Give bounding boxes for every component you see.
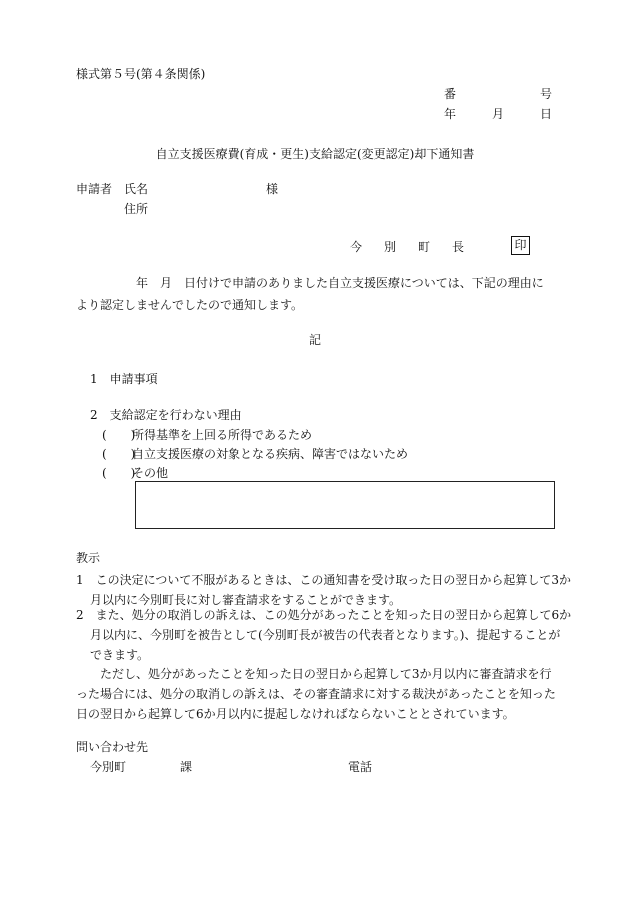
issuer-char: 長 (452, 240, 465, 254)
issuer-char: 今 (350, 240, 363, 254)
reason-checkbox: ( ) (102, 466, 136, 480)
issuer-name (350, 239, 464, 255)
contact-town: 今別町 (90, 760, 127, 774)
date-month-label: 月 (492, 107, 505, 121)
teaching-paragraph-2: 2 また、処分の取消しの訴えは、この処分があったことを知った日の翌日から起算して6か月以内に、今別町を被告として(今別町長が被告の代表者となります。)、提起することができます。 (76, 608, 572, 662)
seal-mark: 印 (511, 236, 530, 255)
document-title: 自立支援医療費(育成・更生)支給認定(変更認定)却下通知書 (155, 147, 475, 161)
contact-phone: 電話 (348, 760, 373, 774)
reason-text: 自立支援医療の対象となる疾病、障害ではないため (132, 447, 409, 461)
name-label: 氏名 (124, 182, 149, 196)
teaching-heading: 教示 (76, 551, 101, 565)
contact-heading: 問い合わせ先 (76, 740, 149, 754)
honorific: 様 (266, 182, 279, 196)
date-year-label: 年 (444, 107, 457, 121)
applicant-label: 申請者 (76, 182, 113, 196)
ki-heading: 記 (308, 333, 321, 347)
reason-checkbox: ( ) (102, 428, 136, 442)
reason-not-target (102, 446, 408, 462)
item-reason: 2 支給認定を行わない理由 (90, 408, 242, 422)
reason-text: その他 (132, 466, 169, 480)
reason-income (102, 427, 312, 443)
reason-other (102, 465, 168, 481)
date-day-label: 日 (540, 107, 553, 121)
reason-text: 所得基準を上回る所得であるため (132, 428, 313, 442)
form-number: 様式第５号(第４条関係) (76, 67, 206, 81)
document-number-suffix: 号 (540, 87, 553, 101)
notice-text: 年 月 日付けで申請のありました自立支援医療については、下記の理由により認定しませんでしたので通知します。 (76, 276, 544, 312)
item-application: 1 申請事項 (90, 372, 158, 386)
issuer-char: 町 (418, 240, 431, 254)
issuer-char: 別 (384, 240, 397, 254)
reason-checkbox: ( ) (102, 447, 136, 461)
teaching-paragraph-3: ただし、処分があったことを知った日の翌日から起算して3か月以内に審査請求を行った場合には、処分の取消しの訴えは、その審査請求に対する裁決があったことを知った日の翌日から起算して6か月以内に提起しなければならないこととされています。 (76, 667, 556, 721)
document-number-label: 番 (444, 87, 457, 101)
address-label: 住所 (124, 202, 149, 216)
contact-section: 課 (180, 760, 193, 774)
teaching-paragraph-1: 1 この決定について不服があるときは、この通知書を受け取った日の翌日から起算して3か月以内に今別町長に対し審査請求をすることができます。 (76, 573, 572, 607)
other-reason-box (135, 481, 555, 529)
